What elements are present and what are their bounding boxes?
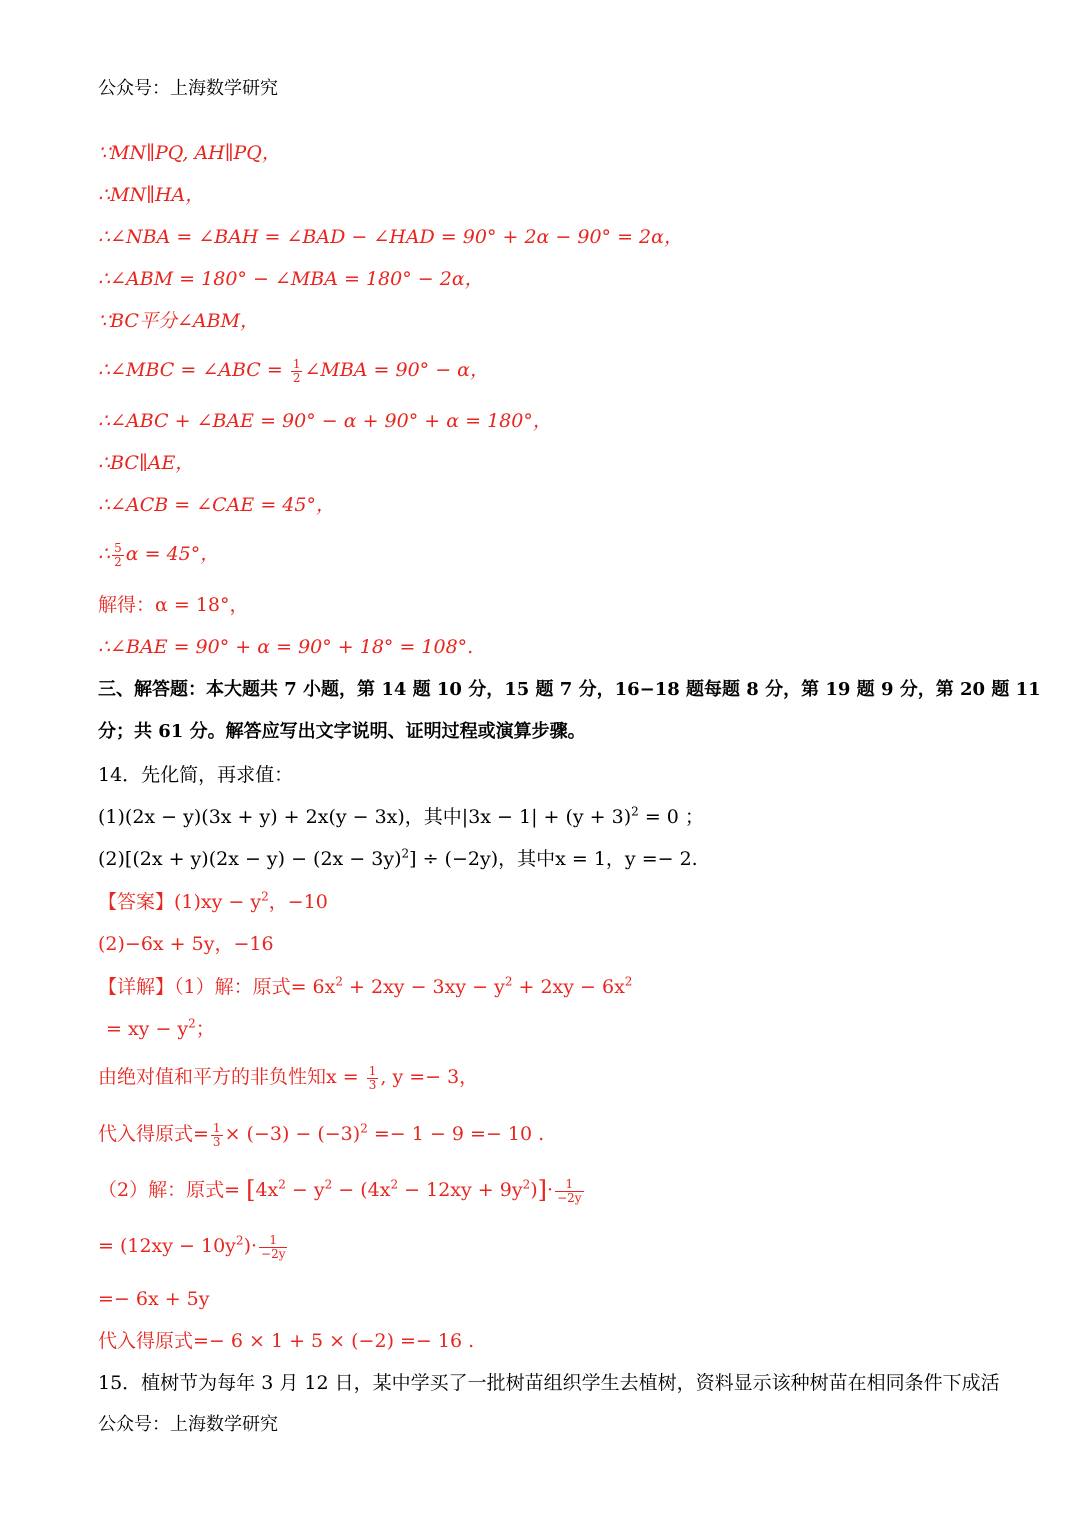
answer-line-1: 【答案】$(1)xy - y^2$，−10 [98, 889, 328, 913]
detail-line-8: 代入得原式=− 6 × 1 + 5 × (−2) =− 16 . [98, 1330, 475, 1352]
detail-line-2: = xy − $y^2$； [106, 1016, 215, 1040]
q14-part-2: $(2)[(2x + y)(2x - y) - (2x - 3y)^2] \div (-2y)$，其中x = 1，y =− 2. [98, 846, 698, 870]
detail-line-3: 由绝对值和平方的非负性知x = $\frac{1}{3}$ , y =− 3， [98, 1063, 479, 1092]
fraction-five-halves: $\frac{5}{2}$ [114, 540, 122, 569]
proof-line-11: 解得：α = 18°， [98, 594, 249, 616]
fraction-third-2: $\frac{1}{3}$ [212, 1120, 221, 1149]
detail-line-1: 【详解】（1）解：原式= $6x^2 + 2xy - 3xy - y^2 + 2xy - 6x^2$ [98, 974, 633, 998]
proof-line-3: ∴∠NBA = ∠BAH = ∠BAD − ∠HAD = 90° + 2α − 90° = 2α， [98, 226, 683, 248]
q15-line-1: 15．植树节为每年 3 月 12 日，某中学买了一批树苗组织学生去植树，资料显示该种树苗在相同条件下成活 [98, 1372, 1000, 1394]
section-heading-line-1: 三、解答题：本大题共 7 小题，第 14 题 10 分，15 题 7 分，16−18 题每题 8 分，第 19 题 9 分，第 20 题 11 [98, 679, 1041, 700]
fraction-half: $\frac{1}{2}$ [292, 356, 301, 385]
proof-line-4: ∴∠ABM = 180° − ∠MBA = 180° − 2α， [98, 268, 484, 290]
proof-line-10: ∴ $\frac{5}{2}$ α = 45°， [98, 540, 220, 569]
q14-part-1: (1)(2x − y)(3x + y) + 2x(y − 3x)，其中$|3x - 1| + (y + 3)^2 = 0$ ； [98, 804, 704, 828]
detail-line-5: （2）解：原式= $[4x^2 - y^2 - (4x^2 - 12xy + 9y^2)]\cdot$ $\frac{1}{-2y}$ [98, 1176, 582, 1205]
fraction-inverse-neg2y-2: $\frac{1}{-2y}$ [261, 1232, 286, 1261]
fraction-inverse-neg2y: $\frac{1}{-2y}$ [557, 1176, 582, 1205]
proof-line-5: ∵BC平分∠ABM， [98, 310, 259, 332]
section-heading-line-2: 分；共 61 分。解答应写出文字说明、证明过程或演算步骤。 [98, 721, 586, 742]
detail-line-4: 代入得原式= $\frac{1}{3}$ × $(-3) - (-3)^2 =- 1 - 9 =- 10$ . [98, 1120, 545, 1149]
proof-line-2: ∴MN∥HA， [98, 184, 205, 206]
proof-line-6: ∴∠MBC = ∠ABC = $\frac{1}{2}$ ∠MBA = 90° − α， [98, 356, 490, 385]
proof-line-7: ∴∠ABC + ∠BAE = 90° − α + 90° + α = 180°， [98, 410, 552, 432]
detail-line-6: = $(12xy - 10y^2)\cdot$ $\frac{1}{-2y}$ [98, 1232, 286, 1261]
proof-line-8: ∴BC∥AE， [98, 452, 195, 474]
q14-title: 14．先化简，再求值： [98, 764, 294, 786]
page-footer: 公众号：上海数学研究 [98, 1414, 278, 1435]
answer-line-2: (2)−6x + 5y，−16 [98, 933, 274, 955]
detail-line-7: =− 6x + 5y [98, 1288, 210, 1310]
proof-line-12: ∴∠BAE = 90° + α = 90° + 18° = 108°. [98, 636, 474, 658]
proof-line-9: ∴∠ACB = ∠CAE = 45°， [98, 494, 335, 516]
page-header: 公众号：上海数学研究 [98, 78, 278, 99]
fraction-third: $\frac{1}{3}$ [368, 1063, 377, 1092]
proof-line-1: ∵MN∥PQ, AH∥PQ， [98, 142, 281, 164]
